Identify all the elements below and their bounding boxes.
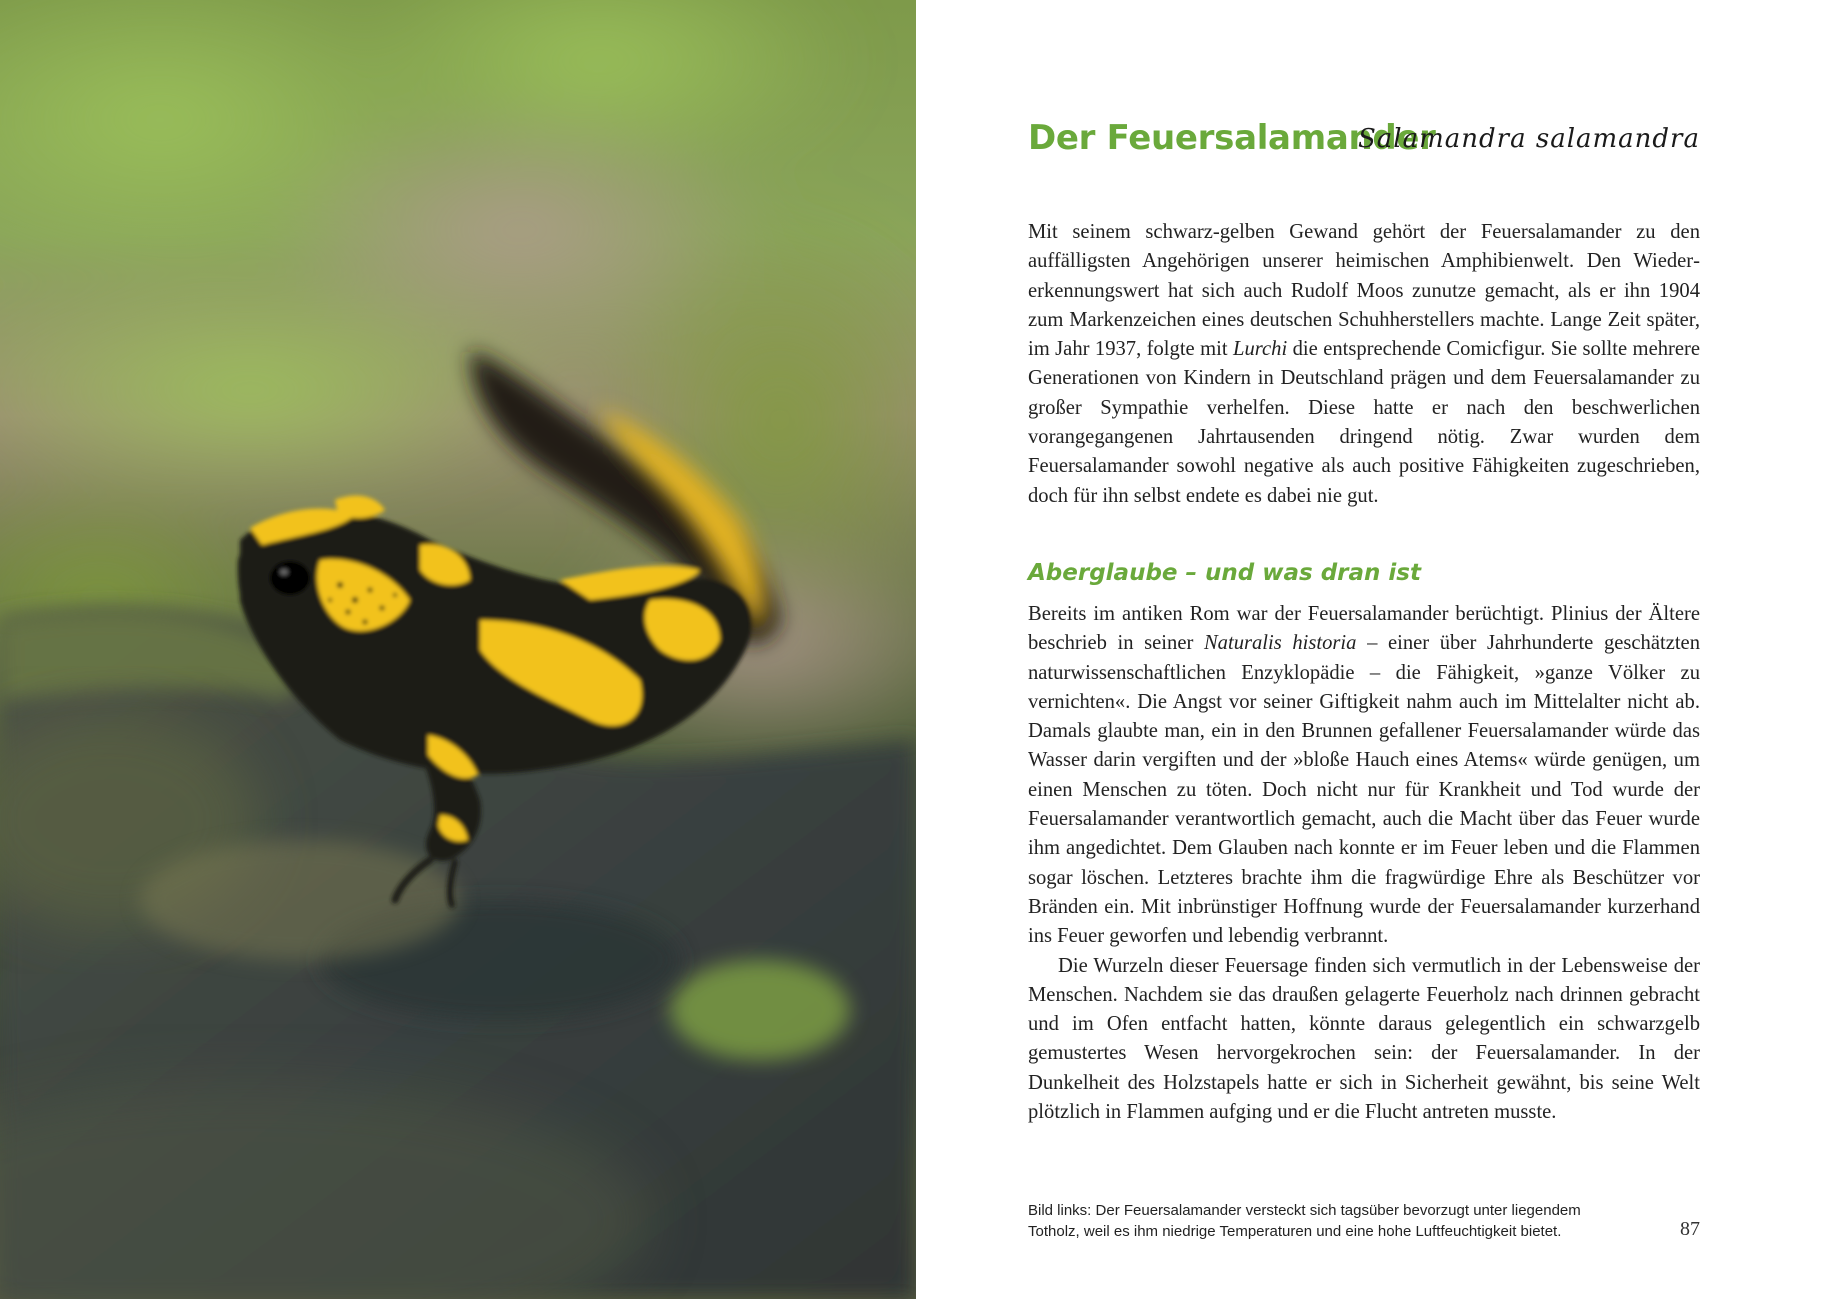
section-p1-text-2: – einer über Jahrhunderte geschätzten naturwissenschaftlichen Enzyklopädie – die Fähigkeit, »ganze Völker zu vernichten«. Die Angst vor seiner Giftigkeit nahm auch im Mittelalter nicht ab. Damals glaubte man, ein in den Brunnen gefallener Feuersalamander würde das Wasser darin vergiften und der »bloße Hauch eines Atems« würde genügen, um einen Menschen zu töten. Doch nicht nur für Krankheit und Tod wurde der Feuersalamander verantwortlich gemacht, auch die Macht über das Feuer wurde ihm angedichtet. Dem Glauben nach konnte er im Feuer leben und die Flammen sogar löschen. Letzteres brachte ihm die fragwürdige Ehre als Beschützer vor Bränden ein. Mit inbrünstiger Hoffnung wurde der Feuersalamander kurzerhand ins Feuer geworfen und lebendig verbrannt. xyxy=(1028,632,1700,948)
intro-italic-lurchi: Lurchi xyxy=(1233,338,1288,361)
section-p1-italic: Naturalis historia xyxy=(1203,632,1357,655)
page-title: Der Feuersalamander xyxy=(1028,118,1436,158)
section-body xyxy=(1028,600,1700,1127)
section-paragraph-2: Die Wurzeln dieser Feuersage finden sich vermutlich in der Lebensweise der Menschen. Nachdem sie das draußen gelagerte Feuerholz nach drinnen gebracht und im Ofen entfacht hatten, könnte daraus gelegentlich ein schwarzgelb gemustertes Wesen hervorgekrochen sein: der Feuersalamander. In der Dunkelheit des Holzstapels hatte er sich in Sicherheit gewähnt, bis seine Welt plötzlich in Flammen aufging und er die Flucht antreten musste. xyxy=(1028,954,1700,1124)
intro-text-1: Mit seinem schwarz-gelben Gewand gehört der Feuersalamander zu den auffälligsten Angehörigen unserer heimischen Amphibienwelt. Den Wiedererkennungswert hat sich auch Rudolf Moos zunutze gemacht, als er ihn 1904 zum Markenzeichen eines deutschen Schuhherstellers machte. Lange Zeit später, im Jahr 1937, folgte mit xyxy=(1028,221,1700,361)
image-caption: Bild links: Der Feuersalamander versteckt sich tagsüber bevorzugt unter liegendem Totholz, weil es ihm niedrige Temperaturen und eine hohe Luftfeuchtigkeit bietet. xyxy=(1028,1202,1581,1240)
section-paragraph-1 xyxy=(1028,600,1700,952)
intro-paragraph xyxy=(1028,218,1700,511)
intro-text-2: die entsprechende Comicfigur. Sie sollte mehrere Generationen von Kindern in Deutschland prägen und dem Feuersalamander zu großer Sympathie verhelfen. Diese hatte er nach den beschwerlichen vorangegangenen Jahrtausenden dringend nötig. Zwar wurden dem Feuersalamander sowohl negative als auch positive Fähigkeiten zugeschrieben, doch für ihn selbst endete es dabei nie gut. xyxy=(1028,338,1701,507)
text-page xyxy=(916,0,1831,1299)
page-number: 87 xyxy=(1680,1218,1700,1240)
section-heading: Aberglaube – und was dran ist xyxy=(1028,560,1421,586)
latin-name: Salamandra salamandra xyxy=(1357,124,1700,154)
section-p1-text-1: Bereits im antiken Rom war der Feuersalamander berüchtigt. Plinius der Ältere beschrieb in seiner xyxy=(1028,603,1700,655)
